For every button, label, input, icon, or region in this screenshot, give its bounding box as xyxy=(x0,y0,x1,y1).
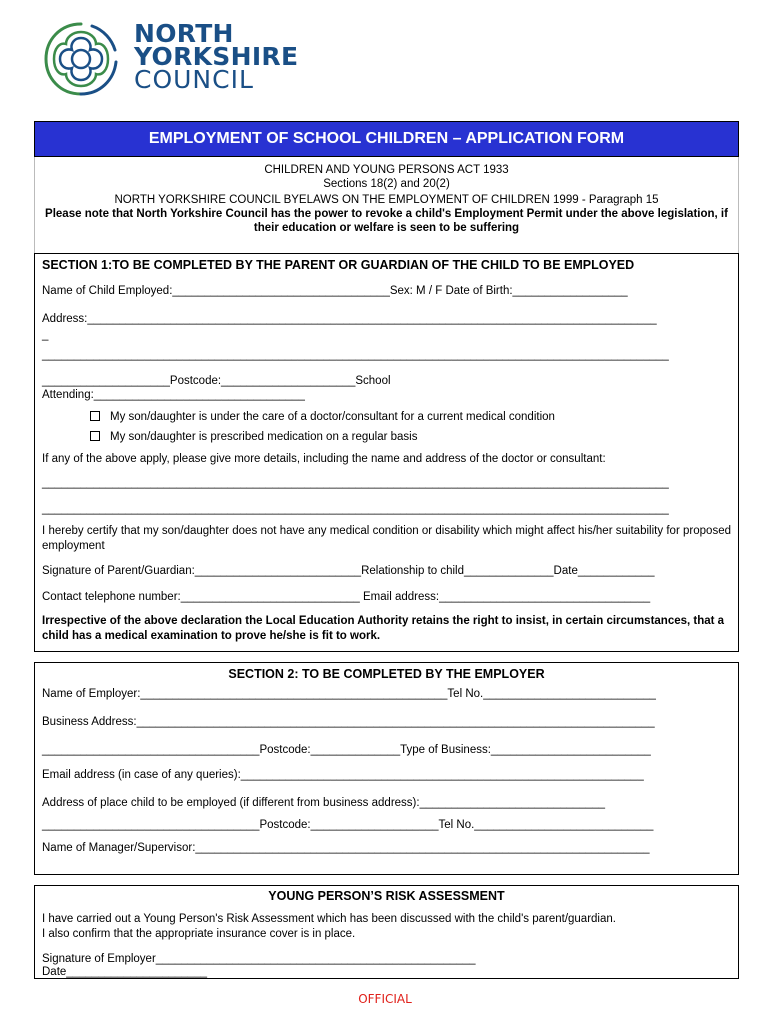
byelaws-text: NORTH YORKSHIRE COUNCIL BYELAWS ON THE EMPLOYMENT OF CHILDREN 1999 - Paragraph 15 xyxy=(114,194,659,206)
employer-signature-field[interactable]: Signature of Employer__________________________________________________ xyxy=(42,953,476,965)
certification-text: I hereby certify that my son/daughter does not have any medical condition or disability which might affect his/her suitability for proposed employment xyxy=(42,525,731,552)
section-2 xyxy=(34,662,739,875)
tudor-rose-emblem-icon xyxy=(40,18,122,100)
council-logo xyxy=(40,18,310,100)
medical-care-label: My son/daughter is under the care of a doctor/consultant for a current medical condition xyxy=(110,411,555,423)
employer-name-field[interactable]: Name of Employer:________________________________________________Tel No.___________________________ xyxy=(42,688,656,700)
checkbox-medical-care[interactable] xyxy=(90,411,100,421)
postcode-school-field[interactable]: ____________________Postcode:_____________________School xyxy=(42,375,391,387)
section-2-heading: SECTION 2: TO BE COMPLETED BY THE EMPLOYER xyxy=(228,667,545,681)
sections-text: Sections 18(2) and 20(2) xyxy=(323,178,450,190)
employer-date-field[interactable]: Date______________________ xyxy=(42,966,207,978)
council-name xyxy=(134,19,299,94)
risk-assessment-heading: YOUNG PERSON’S RISK ASSESSMENT xyxy=(268,889,505,903)
child-name-field[interactable]: Name of Child Employed:__________________________________Sex: M / F Date of Birth:__________________ xyxy=(42,285,628,297)
section-1 xyxy=(34,253,739,652)
medical-care-option[interactable] xyxy=(90,411,555,423)
medication-option[interactable] xyxy=(90,431,417,443)
risk-assessment-section xyxy=(34,885,739,979)
act-text: CHILDREN AND YOUNG PERSONS ACT 1933 xyxy=(264,164,509,176)
employer-email-field[interactable]: Email address (in case of any queries):_______________________________________________________________ xyxy=(42,769,644,781)
logo-line-3: COUNCIL xyxy=(134,65,254,94)
risk-assessment-text-1: I have carried out a Young Person's Risk Assessment which has been discussed with the child's parent/guardian. xyxy=(42,913,616,925)
business-address-field[interactable]: Business Address:_________________________________________________________________________________ xyxy=(42,716,655,728)
revoke-notice: Please note that North Yorkshire Council has the power to revoke a child's Employment Permit under the above legislation, if their education or welfare is seen to be suffering xyxy=(45,208,728,234)
form-title: EMPLOYMENT OF SCHOOL CHILDREN – APPLICATION FORM xyxy=(148,130,625,147)
place-postcode-field[interactable]: __________________________________Postcode:____________________Tel No.____________________________ xyxy=(42,819,654,831)
logo-line-1: NORTH xyxy=(134,19,234,48)
risk-assessment-text-2: I also confirm that the appropriate insurance cover is in place. xyxy=(42,928,356,940)
employment-place-field[interactable]: Address of place child to be employed (if different from business address):_____________________________ xyxy=(42,797,606,809)
address-field[interactable]: Address:_________________________________________________________________________________________ xyxy=(42,313,657,325)
details-field-2[interactable]: __________________________________________________________________________________________________ xyxy=(42,503,669,515)
school-attending-field[interactable]: Attending:_________________________________ xyxy=(42,389,305,401)
official-marking: OFFICIAL xyxy=(358,992,412,1006)
address-field-line-2[interactable]: __________________________________________________________________________________________________ xyxy=(42,349,669,361)
business-postcode-field[interactable]: __________________________________Postcode:______________Type of Business:_________________________ xyxy=(42,744,651,756)
section-1-heading: SECTION 1:TO BE COMPLETED BY THE PARENT OR GUARDIAN OF THE CHILD TO BE EMPLOYED xyxy=(42,258,635,272)
form-title-bar xyxy=(34,121,739,157)
medication-label: My son/daughter is prescribed medication on a regular basis xyxy=(110,431,418,443)
details-field-1[interactable]: __________________________________________________________________________________________________ xyxy=(42,477,669,489)
details-prompt: If any of the above apply, please give more details, including the name and address of the doctor or consultant: xyxy=(42,453,606,465)
parent-signature-field[interactable]: Signature of Parent/Guardian:__________________________Relationship to child______________Date____________ xyxy=(42,565,655,577)
checkbox-medication[interactable] xyxy=(90,431,100,441)
manager-name-field[interactable]: Name of Manager/Supervisor:_______________________________________________________________________ xyxy=(42,842,650,854)
logo-line-2: YORKSHIRE xyxy=(134,42,299,71)
address-continuation: _ xyxy=(42,329,49,341)
contact-field[interactable]: Contact telephone number:____________________________ Email address:_________________________________ xyxy=(42,591,651,603)
intro-block xyxy=(34,157,739,253)
medical-examination-notice: Irrespective of the above declaration the Local Education Authority retains the right to insist, in certain circumstances, that a child has a medical examination to prove he/she is fit to work. xyxy=(42,615,725,642)
